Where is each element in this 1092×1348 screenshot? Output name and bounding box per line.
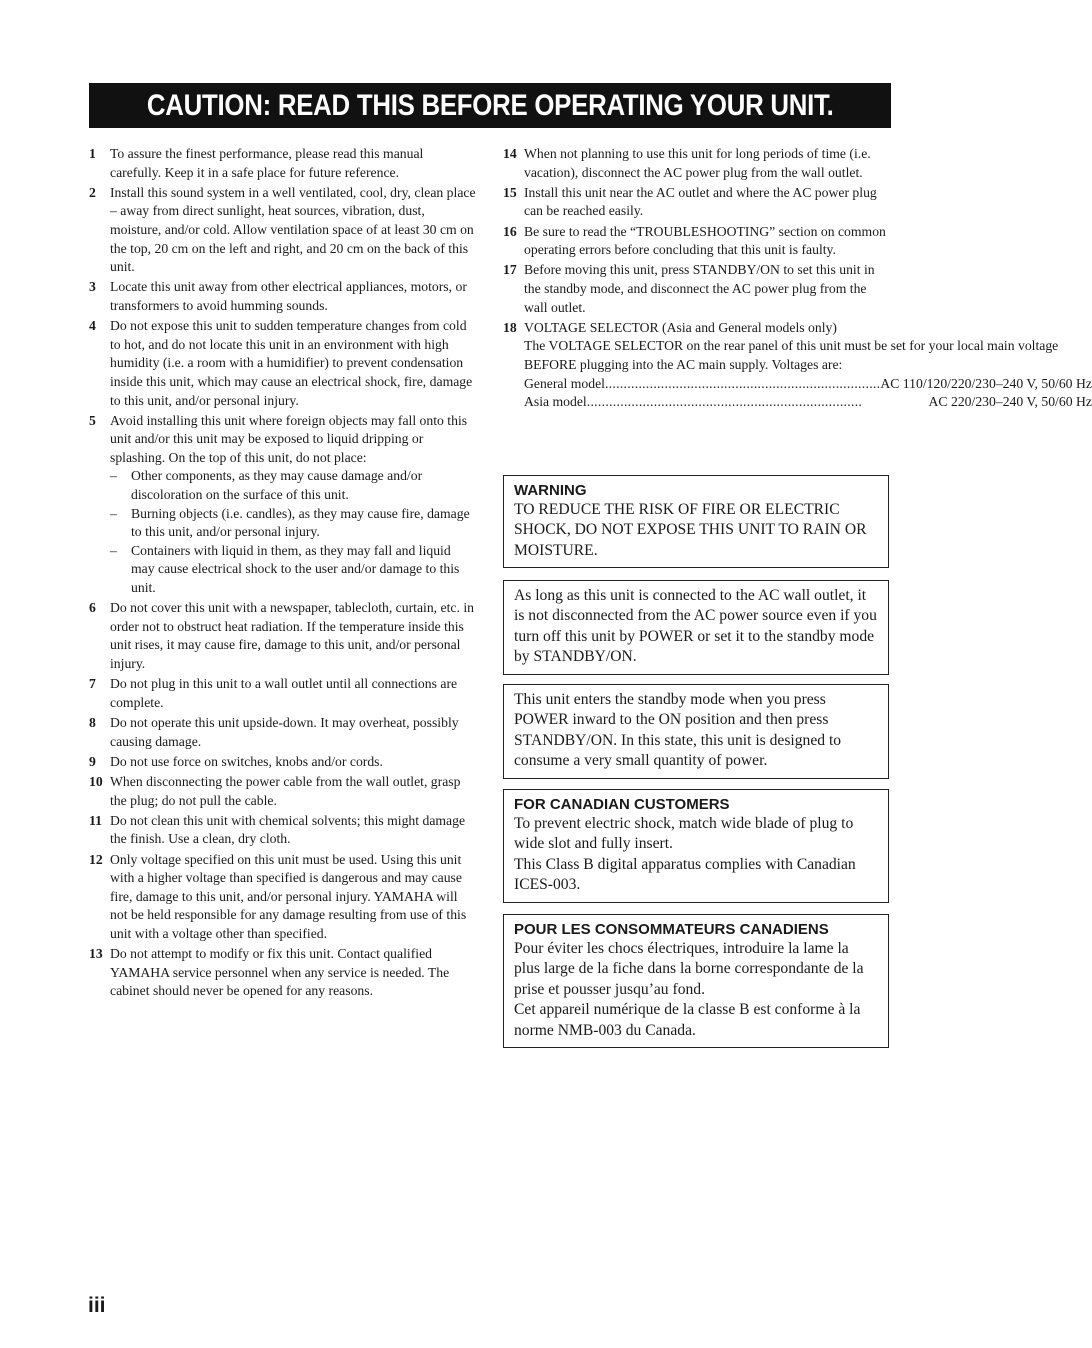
item-text: To assure the finest performance, please read this manual carefully. Keep it in a safe place for future reference. [110, 146, 424, 180]
voltage-value: AC 220/230–240 V, 50/60 Hz [928, 394, 1092, 410]
item-text: Do not use force on switches, knobs and/or cords. [110, 753, 383, 769]
list-item [89, 753, 477, 772]
item-number: 17 [503, 262, 517, 278]
item-text: Do not attempt to modify or fix this unit. Contact qualified YAMAHA service personnel when any service is needed. The cabinet should never be opened for any reasons. [110, 946, 450, 999]
item-number: 3 [89, 279, 96, 295]
dash: – [110, 505, 117, 521]
list-item [89, 317, 477, 410]
item-text: Locate this unit away from other electrical appliances, motors, or transformers to avoid humming sounds. [110, 279, 467, 313]
item-number: 11 [89, 812, 102, 828]
model-name: Asia model [524, 394, 587, 410]
item-text: Do not expose this unit to sudden temperature changes from cold to hot, and do not locate this unit in an environment with high humidity (i.e. a room with a humidifier) to prevent condensation inside this unit, which may cause an electrical shock, fire, damage to this unit, and/or personal injury. [110, 318, 473, 408]
list-item [89, 412, 477, 598]
voltage-selector-heading: VOLTAGE SELECTOR (Asia and General models only) [524, 319, 837, 335]
leader-dots: .......................................................................... [586, 394, 863, 410]
item-number: 8 [89, 714, 96, 730]
item-number: 2 [89, 184, 96, 200]
model-name: General model [524, 375, 605, 391]
page-number: iii [88, 1294, 106, 1317]
list-item [89, 675, 477, 712]
box-title: WARNING [514, 482, 587, 499]
standby-note-box [503, 684, 889, 779]
item-number: 9 [89, 753, 96, 769]
item-text: Install this sound system in a well ventilated, cool, dry, clean place – away from direct sunlight, heat sources, vibration, dust, moisture, and/or cold. Allow ventilation space of at least 30 cm on the top, 20 cm on the left and right, and 20 cm on the back of this unit. [110, 184, 476, 275]
ac-outlet-note-box [503, 580, 889, 675]
item-text: Do not clean this unit with chemical solvents; this might damage the finish. Use a clean, dry cloth. [110, 812, 466, 847]
item-number: 14 [503, 146, 517, 161]
item-body [110, 412, 477, 598]
item-text: The VOLTAGE SELECTOR on the rear panel of this unit must be set for your local main voltage BEFORE plugging into the AC main supply. Voltages are: [524, 338, 1059, 372]
box-title: POUR LES CONSOMMATEURS CANADIENS [514, 921, 829, 938]
list-item [89, 714, 477, 751]
list-item [89, 599, 477, 673]
item-number: 16 [503, 223, 517, 239]
list-item [503, 184, 893, 221]
item-body [524, 319, 1092, 412]
item-text: Avoid installing this unit where foreign objects may fall onto this unit and/or this unit may be exposed to liquid dripping or splashing. On the top of this unit, do not place: [110, 412, 468, 465]
list-item [89, 145, 477, 182]
page-title: CAUTION: READ THIS BEFORE OPERATING YOUR UNIT. [146, 88, 834, 122]
canadian-customers-fr-box [503, 914, 889, 1048]
item-number: 7 [89, 676, 96, 692]
item-number: 10 [89, 773, 103, 789]
voltage-selector-item [503, 319, 1092, 412]
item-text: Do not plug in this unit to a wall outlet until all connections are complete. [110, 676, 458, 710]
item-text: When disconnecting the power cable from the wall outlet, grasp the plug; do not pull the cable. [110, 773, 461, 808]
dash: – [110, 468, 117, 484]
canadian-customers-box [503, 789, 889, 903]
item-number: 15 [503, 184, 517, 200]
sub-item [110, 542, 477, 598]
caution-banner [89, 83, 891, 128]
list-item [89, 945, 477, 1001]
item-text: Install this unit near the AC outlet and where the AC power plug can be reached easily. [524, 184, 877, 219]
box-text: Pour éviter les chocs électriques, introduire la lame la plus large de la fiche dans la borne correspondante de la prise et pousser jusqu’au fond. [514, 940, 864, 998]
item-text: Do not cover this unit with a newspaper, tablecloth, curtain, etc. in order not to obstruct heat radiation. If the temperature inside this unit rises, it may cause fire, damage to this unit, and/or personal injury. [110, 600, 474, 671]
list-item [89, 812, 477, 849]
sub-item [110, 467, 477, 504]
warning-box [503, 475, 889, 568]
list-item [89, 184, 477, 277]
voltage-value: AC 110/120/220/230–240 V, 50/60 Hz [880, 375, 1092, 391]
list-item [503, 223, 893, 260]
instructions-right-column [503, 145, 1092, 413]
box-text: This unit enters the standby mode when you press POWER inward to the ON position and then press STANDBY/ON. In this state, this unit is designed to consume a very small quantity of power. [514, 691, 842, 770]
sub-item [110, 505, 477, 542]
item-number: 13 [89, 946, 103, 962]
box-text: As long as this unit is connected to the AC wall outlet, it is not disconnected from the AC power source even if you turn off this unit by POWER or set it to the standby mode by STANDBY/ON. [514, 587, 877, 666]
sub-item-text: Containers with liquid in them, as they may fall and liquid may cause electrical shock to the user and/or damage to this unit. [131, 542, 460, 596]
voltage-row-general [524, 375, 1092, 394]
voltage-row-asia [524, 393, 1092, 412]
item-number: 6 [89, 600, 96, 616]
box-text: TO REDUCE THE RISK OF FIRE OR ELECTRIC SHOCK, DO NOT EXPOSE THIS UNIT TO RAIN OR MOISTURE. [514, 501, 867, 559]
item-number: 12 [89, 851, 103, 867]
box-title: FOR CANADIAN CUSTOMERS [514, 796, 730, 813]
list-item [89, 851, 477, 944]
dash: – [110, 542, 117, 558]
list-item [503, 145, 893, 182]
item-number: 5 [89, 412, 96, 428]
instructions-left-column [89, 145, 477, 1002]
item-text: Be sure to read the “TROUBLESHOOTING” section on common operating errors before concluding that this unit is faulty. [524, 223, 886, 258]
item-text: Before moving this unit, press STANDBY/ON to set this unit in the standby mode, and disconnect the AC power plug from the wall outlet. [524, 262, 875, 315]
list-item [89, 773, 477, 810]
item-text: When not planning to use this unit for long periods of time (i.e. vacation), disconnect the AC power plug from the wall outlet. [524, 146, 871, 180]
item-number: 1 [89, 146, 96, 161]
item-text: Do not operate this unit upside-down. It may overheat, possibly causing damage. [110, 714, 459, 749]
item-number: 18 [503, 319, 517, 335]
list-item [503, 261, 893, 317]
item-text: Only voltage specified on this unit must be used. Using this unit with a higher voltage than specified is dangerous and may cause fire, damage to this unit, and/or personal injury. YAMAHA will not be held responsible for any damage resulting from use of this unit with a voltage other than specified. [110, 851, 467, 941]
box-text: This Class B digital apparatus complies with Canadian ICES-003. [514, 855, 856, 894]
sub-item-text: Burning objects (i.e. candles), as they may cause fire, damage to this unit, and/or personal injury. [131, 505, 470, 540]
sub-item-text: Other components, as they may cause damage and/or discoloration on the surface of this unit. [131, 468, 423, 503]
box-text: To prevent electric shock, match wide blade of plug to wide slot and fully insert. [514, 815, 854, 853]
item-number: 4 [89, 318, 96, 334]
leader-dots: .......................................................................... [604, 375, 881, 391]
list-item [89, 278, 477, 315]
box-text: Cet appareil numérique de la classe B est conforme à la norme NMB-003 du Canada. [514, 1001, 861, 1039]
